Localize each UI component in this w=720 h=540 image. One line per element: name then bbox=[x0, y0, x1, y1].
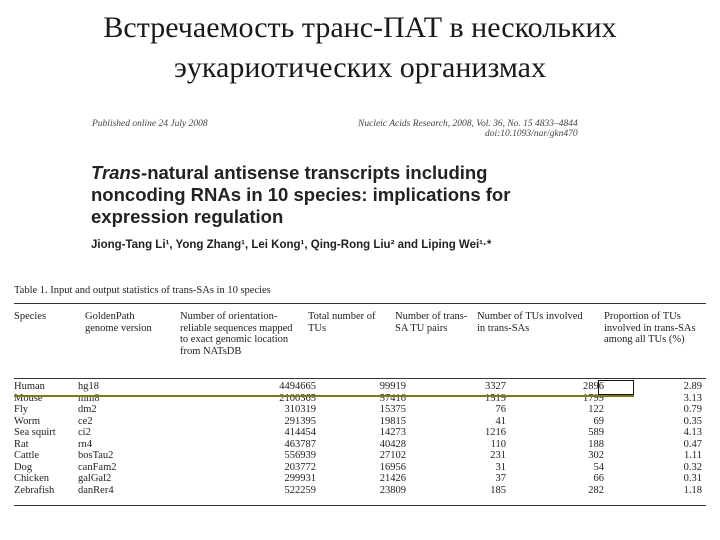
cell-pairs: 41 bbox=[495, 415, 506, 427]
cell-species: Chicken bbox=[14, 473, 49, 484]
cell-species: Rat bbox=[14, 438, 29, 450]
cell-pairs: 110 bbox=[490, 438, 506, 450]
cell-proportion: 0.32 bbox=[683, 461, 702, 473]
header-proportion: Proportion of TUs involved in trans-SAs among all TUs (%) bbox=[604, 311, 696, 345]
cell-genome: dm2 bbox=[78, 404, 97, 415]
cell-proportion: 1.18 bbox=[683, 484, 702, 496]
cell-species: Sea squirt bbox=[14, 427, 56, 438]
cell-proportion: 0.47 bbox=[683, 438, 702, 450]
doi: doi:10.1093/nar/gkn470 bbox=[485, 129, 578, 139]
header-goldenpath: GoldenPath genome version bbox=[85, 311, 152, 334]
cell-genome: hg18 bbox=[78, 381, 99, 392]
cell-species: Worm bbox=[14, 415, 40, 427]
data-table bbox=[14, 381, 702, 496]
cell-involved: 302 bbox=[588, 450, 604, 461]
cell-involved: 188 bbox=[588, 438, 604, 450]
table-row bbox=[14, 416, 702, 428]
cell-pairs: 1216 bbox=[485, 427, 506, 438]
table-row bbox=[14, 462, 702, 474]
cell-oriented: 463787 bbox=[284, 438, 316, 450]
cell-genome: rn4 bbox=[78, 438, 92, 450]
table-header-rule bbox=[14, 378, 706, 379]
authors: Jiong-Tang Li¹, Yong Zhang¹, Lei Kong¹, Qing-Rong Liu² and Liping Wei¹·* bbox=[91, 239, 492, 251]
cell-proportion: 4.13 bbox=[683, 427, 702, 438]
cell-involved: 282 bbox=[588, 484, 604, 496]
table-row bbox=[14, 404, 702, 416]
paper-title-rest: -natural antisense transcripts including noncoding RNAs in 10 species: implications for expression regulation bbox=[91, 162, 511, 227]
cell-oriented: 556939 bbox=[284, 450, 316, 461]
journal-info: Nucleic Acids Research, 2008, Vol. 36, No. 15 4833–4844 bbox=[358, 119, 578, 129]
slide-title-line-2: эукариотических организмах bbox=[174, 51, 546, 84]
cell-genome: ce2 bbox=[78, 415, 93, 427]
cell-involved: 2896 bbox=[583, 381, 604, 392]
cell-total: 23809 bbox=[379, 484, 406, 496]
cell-proportion: 1.11 bbox=[684, 450, 702, 461]
cell-species: Zebrafish bbox=[14, 484, 55, 496]
table-row bbox=[14, 473, 702, 485]
cell-genome: canFam2 bbox=[78, 461, 117, 473]
paper-title-prefix: Trans bbox=[91, 162, 142, 183]
table-row bbox=[14, 439, 702, 451]
cell-oriented: 299931 bbox=[284, 473, 316, 484]
cell-involved: 589 bbox=[588, 427, 604, 438]
cell-total: 19815 bbox=[379, 415, 406, 427]
cell-involved: 54 bbox=[593, 461, 604, 473]
cell-involved: 69 bbox=[593, 415, 604, 427]
cell-pairs: 1519 bbox=[485, 392, 506, 404]
cell-pairs: 76 bbox=[495, 404, 506, 415]
cell-species: Fly bbox=[14, 404, 29, 415]
table-bottom-rule bbox=[14, 505, 706, 506]
cell-involved: 122 bbox=[588, 404, 604, 415]
cell-oriented: 4494665 bbox=[279, 381, 316, 392]
header-total: Total number of TUs bbox=[308, 311, 376, 334]
cell-species: Mouse bbox=[14, 392, 43, 404]
published-date: Published online 24 July 2008 bbox=[92, 119, 208, 129]
highlight-underline bbox=[14, 395, 634, 397]
cell-total: 21426 bbox=[379, 473, 406, 484]
cell-genome: galGal2 bbox=[78, 473, 112, 484]
table-top-rule bbox=[14, 303, 706, 304]
cell-total: 15375 bbox=[379, 404, 406, 415]
cell-oriented: 310319 bbox=[284, 404, 316, 415]
cell-pairs: 185 bbox=[490, 484, 506, 496]
cell-total: 99919 bbox=[379, 381, 406, 392]
cell-species: Cattle bbox=[14, 450, 40, 461]
header-involved: Number of TUs involved in trans-SAs bbox=[477, 311, 583, 334]
cell-species: Human bbox=[14, 381, 45, 392]
cell-oriented: 291395 bbox=[284, 415, 316, 427]
cell-pairs: 37 bbox=[495, 473, 506, 484]
cell-total: 14273 bbox=[379, 427, 406, 438]
cell-oriented: 203772 bbox=[284, 461, 316, 473]
header-species: Species bbox=[14, 311, 47, 322]
cell-oriented: 414454 bbox=[284, 427, 316, 438]
cell-pairs: 231 bbox=[490, 450, 506, 461]
journal-citation bbox=[358, 119, 578, 139]
cell-pairs: 3327 bbox=[485, 381, 506, 392]
table-row bbox=[14, 485, 702, 497]
cell-total: 57416 bbox=[379, 392, 406, 404]
cell-species: Dog bbox=[14, 461, 33, 473]
cell-proportion: 3.13 bbox=[683, 392, 702, 404]
cell-genome: mm8 bbox=[78, 392, 100, 404]
paper-title bbox=[91, 162, 561, 228]
cell-total: 27102 bbox=[379, 450, 406, 461]
cell-proportion: 0.79 bbox=[683, 404, 702, 415]
table-row bbox=[14, 450, 702, 462]
slide-title bbox=[0, 8, 720, 88]
highlight-box bbox=[598, 380, 634, 395]
cell-oriented: 522259 bbox=[284, 484, 316, 496]
cell-involved: 1799 bbox=[583, 392, 604, 404]
cell-genome: ci2 bbox=[78, 427, 91, 438]
cell-proportion: 0.35 bbox=[683, 415, 702, 427]
cell-total: 16956 bbox=[379, 461, 406, 473]
header-oriented: Number of orientation-reliable sequences mapped to exact genomic location from NATsDB bbox=[180, 311, 293, 357]
slide-title-line-1: Встречаемость транс-ПАТ в нескольких bbox=[103, 11, 617, 44]
cell-genome: bosTau2 bbox=[78, 450, 114, 461]
cell-oriented: 2100365 bbox=[279, 392, 316, 404]
cell-total: 40428 bbox=[379, 438, 406, 450]
cell-proportion: 0.31 bbox=[683, 473, 702, 484]
cell-proportion: 2.89 bbox=[683, 381, 702, 392]
table-caption: Table 1. Input and output statistics of trans-SAs in 10 species bbox=[14, 285, 271, 296]
header-pairs: Number of trans-SA TU pairs bbox=[395, 311, 468, 334]
cell-genome: danRer4 bbox=[78, 484, 114, 496]
table-row bbox=[14, 427, 702, 439]
cell-pairs: 31 bbox=[495, 461, 506, 473]
cell-involved: 66 bbox=[593, 473, 604, 484]
